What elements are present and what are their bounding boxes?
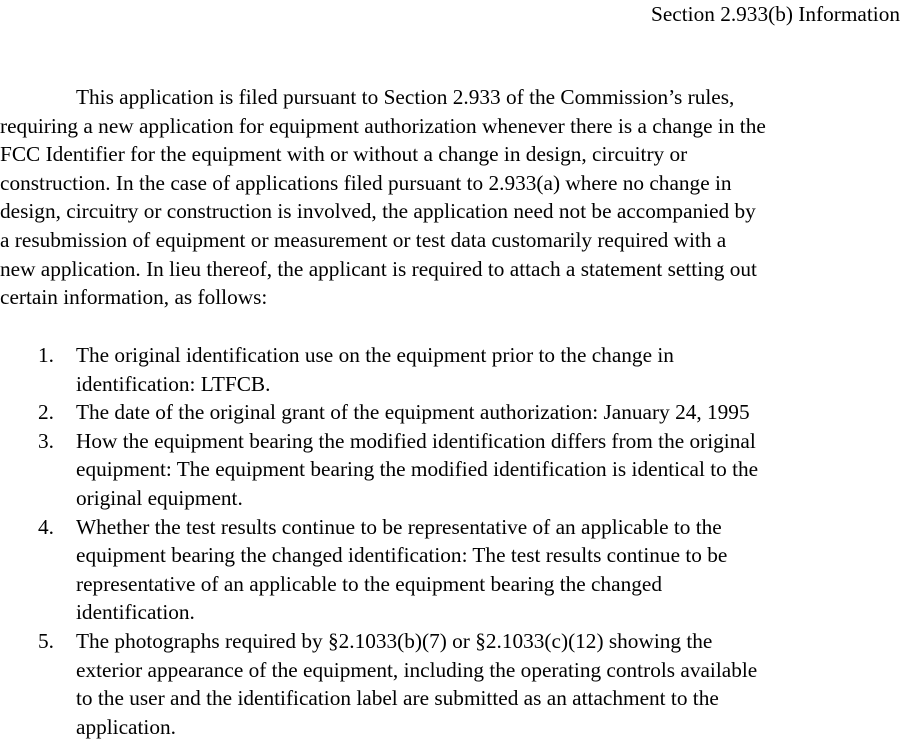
- list-item: [0, 513, 900, 627]
- list-item-line: The original identification use on the equipment prior to the change in: [76, 343, 674, 367]
- intro-line: This application is filed pursuant to Section 2.933 of the Commission’s rules,: [76, 85, 735, 109]
- list-item-number: 1.: [38, 343, 54, 367]
- list-item: [0, 427, 900, 513]
- list-item-line: identification: LTFCB.: [76, 371, 271, 396]
- intro-line: certain information, as follows:: [0, 285, 268, 310]
- list-item-line: Whether the test results continue to be representative of an applicable to the: [76, 514, 722, 539]
- intro-line: requiring a new application for equipment authorization whenever there is a change in the: [0, 113, 766, 138]
- list-item-line: equipment: The equipment bearing the modified identification is identical to the: [76, 457, 759, 482]
- list-item-number: 3.: [38, 428, 54, 453]
- list-item-line: representative of an applicable to the equipment bearing the changed: [76, 571, 663, 596]
- intro-paragraph: [0, 83, 900, 312]
- list-item-line: application.: [76, 714, 176, 739]
- list-item-line: exterior appearance of the equipment, including the operating controls available: [76, 657, 758, 682]
- list-item-number: 5.: [38, 628, 54, 653]
- list-item-line: original equipment.: [76, 485, 243, 510]
- list-item: [0, 398, 900, 427]
- intro-line: construction. In the case of applications filed pursuant to 2.933(a) where no change in: [0, 170, 732, 195]
- list-item-line: How the equipment bearing the modified identification differs from the original: [76, 428, 756, 453]
- information-list: [0, 341, 900, 741]
- list-item-line: The photographs required by §2.1033(b)(7) or §2.1033(c)(12) showing the: [76, 628, 713, 653]
- list-item: [0, 341, 900, 398]
- list-item-line: equipment bearing the changed identification: The test results continue to be: [76, 543, 728, 568]
- list-item-line: The date of the original grant of the equipment authorization: January 24, 1995: [76, 400, 750, 425]
- intro-line: FCC Identifier for the equipment with or without a change in design, circuitry or: [0, 142, 688, 167]
- section-header: Section 2.933(b) Information: [650, 2, 900, 26]
- list-item-line: identification.: [76, 600, 195, 625]
- intro-line: design, circuitry or construction is involved, the application need not be accompanied by: [0, 199, 756, 224]
- intro-line: new application. In lieu thereof, the applicant is required to attach a statement setting out: [0, 256, 757, 281]
- list-item-number: 2.: [38, 400, 54, 425]
- intro-line: a resubmission of equipment or measurement or test data customarily required with a: [0, 227, 727, 252]
- list-item: [0, 627, 900, 741]
- list-item-line: to the user and the identification label are submitted as an attachment to the: [76, 686, 719, 711]
- list-item-number: 4.: [38, 514, 54, 539]
